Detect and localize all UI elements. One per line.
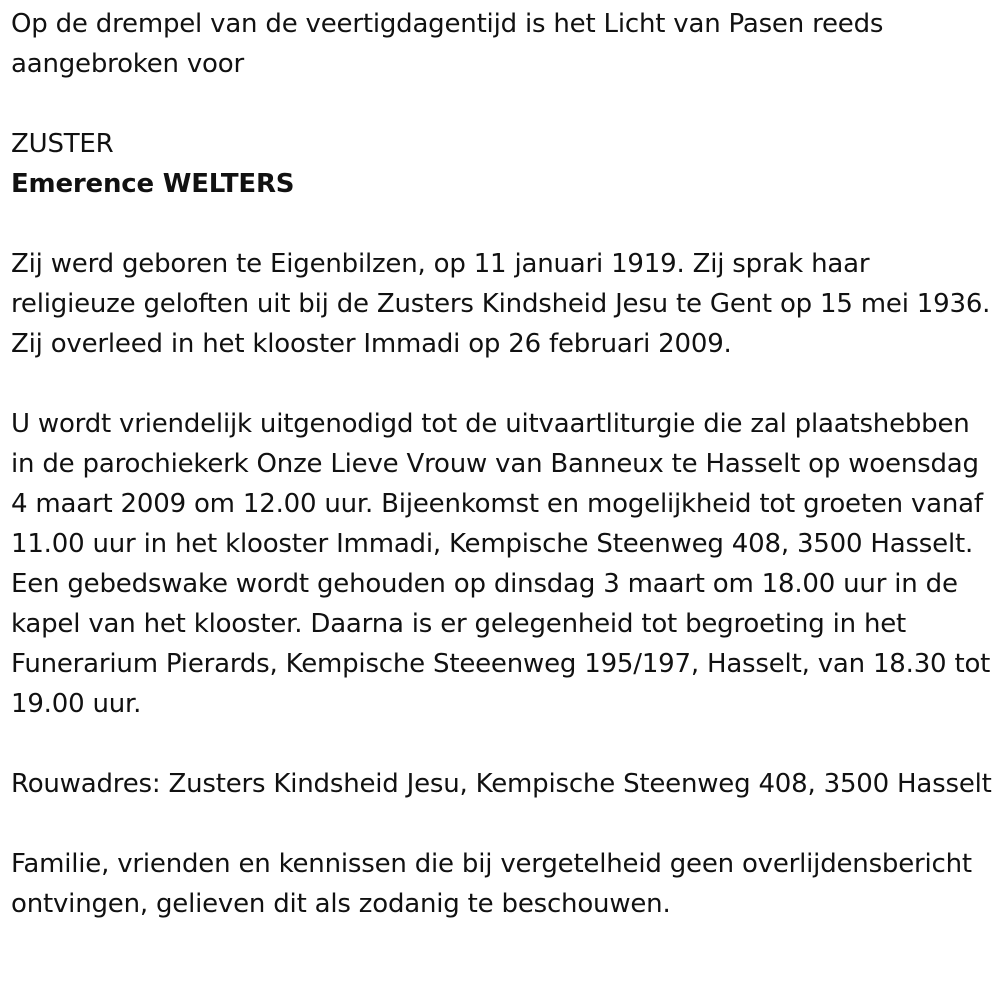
funeral-details-paragraph: U wordt vriendelijk uitgenodigd tot de uitvaartliturgie die zal plaatshebben in de parochiekerk Onze Lieve Vrouw van Banneux te Hasselt op woensdag 4 maart 2009 om 12.00 uur. Bijeenkomst en mogelijkheid tot groeten vanaf 11.00 uur in het klooster Immadi, Kempische Steenweg 408, 3500 Hasselt. Een gebedswake wordt gehouden op dinsdag 3 maart om 18.00 uur in de kapel van het klooster. Daarna is er gelegenheid tot begroeting in het Funerarium Pierards, Kempische Steeenweg 195/197, Hasselt, van 18.30 tot 19.00 uur.	[11, 409, 991, 719]
closing-paragraph: Familie, vrienden en kennissen die bij vergetelheid geen overlijdensbericht ontvingen, gelieven dit als zodanig te beschouwen.	[11, 849, 972, 919]
biography-paragraph: Zij werd geboren te Eigenbilzen, op 11 januari 1919. Zij sprak haar religieuze geloften uit bij de Zusters Kindsheid Jesu te Gent op 15 mei 1936. Zij overleed in het klooster Immadi op 26 februari 2009.	[11, 249, 991, 359]
obituary-document	[11, 4, 996, 924]
mourning-address: Rouwadres: Zusters Kindsheid Jesu, Kempische Steenweg 408, 3500 Hasselt	[11, 769, 992, 799]
deceased-name: Emerence WELTERS	[11, 169, 295, 199]
title-text: ZUSTER	[11, 129, 114, 159]
intro-text: Op de drempel van de veertigdagentijd is het Licht van Pasen reeds aangebroken voor	[11, 9, 884, 79]
